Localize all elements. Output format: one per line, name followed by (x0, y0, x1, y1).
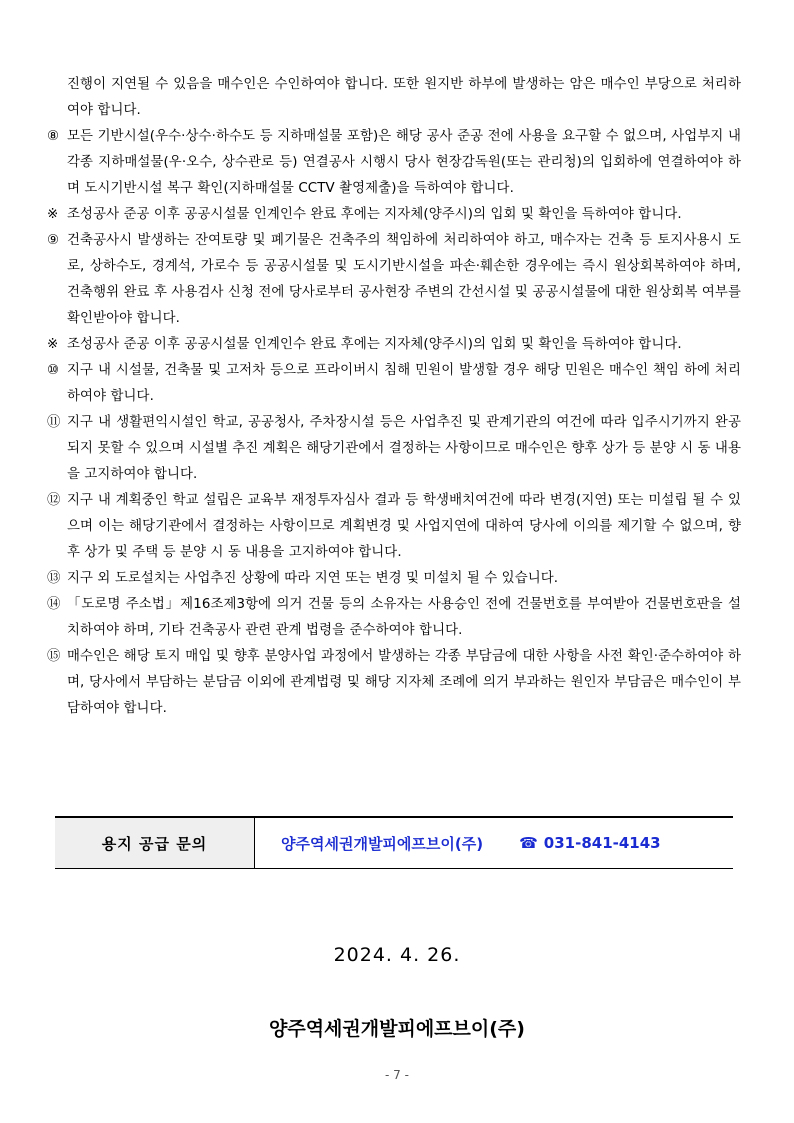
paragraph-text: 모든 기반시설(우수·상수·하수도 등 지하매설물 포함)은 해당 공사 준공 전에 사용을 요구할 수 없으며, 사업부지 내 각종 지하매설물(우·오수, 상수관로 등) 연결공사 시행시 당사 현장감독원(또는 관리청)의 입회하에 연결하여야 하며 도시기반시설 복구 확인(지하매설물 CCTV 촬영제출)을 득하여야 합니다. (67, 129, 741, 196)
paragraph-text: 지구 내 생활편익시설인 학교, 공공청사, 주차장시설 등은 사업추진 및 관계기관의 여건에 따라 입주시기까지 완공되지 못할 수 있으며 시설별 추진 계획은 해당기관에서 결정하는 사항이므로 매수인은 향후 상가 등 분양 시 동 내용을 고지하여야 합니다. (67, 415, 741, 482)
notice-content (47, 72, 741, 722)
paragraph-note (47, 332, 741, 358)
item-number-11: ⑪ (47, 415, 61, 430)
paragraph-text: 지구 내 계획중인 학교 설립은 교육부 재정투자심사 결과 등 학생배치여건에 따라 변경(지연) 또는 미설립 될 수 있으며 이는 해당기관에서 결정하는 사항이므로 계획변경 및 사업지연에 대하여 당사에 이의를 제기할 수 없으며, 향후 상가 및 주택 등 분양 시 동 내용을 고지하여야 합니다. (67, 493, 741, 560)
paragraph-text: 건축공사시 발생하는 잔여토량 및 폐기물은 건축주의 책임하에 처리하여야 하고, 매수자는 건축 등 토지사용시 도로, 상하수도, 경계석, 가로수 등 공공시설물 및 도시기반시설을 파손·훼손한 경우에는 즉시 원상회복하여야 하며, 건축행위 완료 후 사용검사 신청 전에 당사로부터 공사현장 주변의 간선시설 및 공공시설물에 대한 원상회복 여부를 확인받아야 합니다. (67, 233, 741, 326)
item-number-14: ⑭ (47, 597, 61, 612)
contact-company: 양주역세권개발피에프브이(주) (281, 834, 484, 853)
page-number: - 7 - (385, 1068, 409, 1082)
contact-box (55, 816, 733, 869)
item-number-13: ⑬ (47, 571, 61, 586)
note-mark: ※ (47, 207, 59, 222)
paragraph-text: 매수인은 해당 토지 매입 및 향후 분양사업 과정에서 발생하는 각종 부담금에 대한 사항을 사전 확인·준수하여야 하며, 당사에서 부담하는 분담금 이외에 관계법령 및 해당 지자체 조례에 의거 부과하는 원인자 부담금은 매수인이 부담하여야 합니다. (67, 649, 741, 716)
item-number-8: ⑧ (47, 129, 60, 144)
contact-info (255, 818, 733, 868)
item-number-12: ⑫ (47, 493, 61, 508)
paragraph-text: 조성공사 준공 이후 공공시설물 인계인수 완료 후에는 지자체(양주시)의 입회 및 확인을 득하여야 합니다. (67, 207, 682, 222)
paragraph-text: 진행이 지연될 수 있음을 매수인은 수인하여야 합니다. 또한 원지반 하부에 발생하는 암은 매수인 부당으로 처리하여야 합니다. (67, 77, 741, 118)
item-number-15: ⑮ (47, 649, 61, 664)
paragraph-continued (47, 72, 741, 124)
phone-icon: ☎ (519, 834, 538, 852)
paragraph-note (47, 202, 741, 228)
paragraph-item-11 (47, 410, 741, 488)
paragraph-item-14 (47, 592, 741, 644)
paragraph-text: 조성공사 준공 이후 공공시설물 인계인수 완료 후에는 지자체(양주시)의 입회 및 확인을 득하여야 합니다. (67, 337, 682, 352)
contact-label: 용지 공급 문의 (55, 818, 255, 868)
issuer-name: 양주역세권개발피에프브이(주) (269, 1018, 525, 1040)
paragraph-text: 「도로명 주소법」제16조제3항에 의거 건물 등의 소유자는 사용승인 전에 건물번호를 부여받아 건물번호판을 설치하여야 하며, 기타 건축공사 관련 관계 법령을 준수하여야 합니다. (67, 597, 741, 638)
note-mark: ※ (47, 337, 59, 352)
contact-phone: 031-841-4143 (543, 834, 661, 852)
paragraph-text: 지구 내 시설물, 건축물 및 고저차 등으로 프라이버시 침해 민원이 발생할 경우 해당 민원은 매수인 책임 하에 처리하여야 합니다. (67, 363, 741, 404)
paragraph-item-12 (47, 488, 741, 566)
item-number-10: ⑩ (47, 363, 60, 378)
paragraph-item-9 (47, 228, 741, 332)
paragraph-item-15 (47, 644, 741, 722)
paragraph-text: 지구 외 도로설치는 사업추진 상황에 따라 지연 또는 변경 및 미설치 될 수 있습니다. (67, 571, 559, 586)
paragraph-item-10 (47, 358, 741, 410)
item-number-9: ⑨ (47, 233, 60, 248)
paragraph-item-8 (47, 124, 741, 202)
document-date: 2024. 4. 26. (333, 944, 461, 966)
paragraph-item-13 (47, 566, 741, 592)
